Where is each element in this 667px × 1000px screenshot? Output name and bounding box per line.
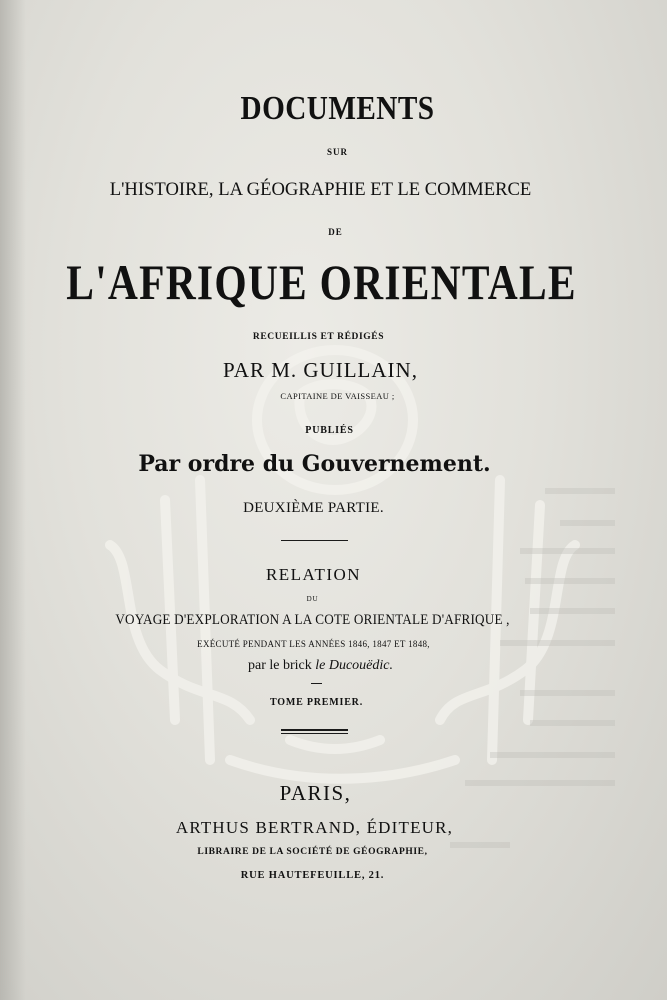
double-rule-bottom xyxy=(281,733,348,734)
government-order: Par ordre du Gouvernement. xyxy=(138,451,491,477)
publies-line: PUBLIÉS xyxy=(305,425,354,436)
heading-documents: DOCUMENTS xyxy=(240,90,435,127)
brick-prefix: par le brick xyxy=(248,658,316,673)
imprint-address: RUE HAUTEFEUILLE, 21. xyxy=(240,870,385,881)
author-line: PAR M. GUILLAIN, xyxy=(223,358,418,382)
relation-heading: RELATION xyxy=(265,565,362,584)
divider-rule xyxy=(281,540,348,541)
brick-name: le Ducouëdic. xyxy=(315,658,393,673)
voyage-line: VOYAGE D'EXPLORATION A LA COTE ORIENTALE D'AFRIQUE , xyxy=(115,612,510,628)
main-title: L'AFRIQUE ORIENTALE xyxy=(66,254,577,310)
double-rule-top xyxy=(281,729,348,731)
years-line: EXÉCUTÉ PENDANT LES ANNÉES 1846, 1847 ET 1848, xyxy=(197,639,430,649)
connector-de: DE xyxy=(328,227,343,237)
author-rank: CAPITAINE DE VAISSEAU ; xyxy=(280,391,395,401)
connector-sur: SUR xyxy=(326,147,348,157)
recueillis-line: RECUEILLIS ET RÉDIGÉS xyxy=(252,332,385,342)
subject-line: L'HISTOIRE, LA GÉOGRAPHIE ET LE COMMERCE xyxy=(109,179,532,200)
brick-line xyxy=(0,659,654,673)
volume-label: TOME PREMIER. xyxy=(270,697,363,708)
short-rule xyxy=(311,683,322,684)
imprint-publisher-note: LIBRAIRE DE LA SOCIÉTÉ DE GÉOGRAPHIE, xyxy=(197,847,428,857)
imprint-city: PARIS, xyxy=(279,781,352,805)
part-label: DEUXIÈME PARTIE. xyxy=(243,500,384,516)
imprint-publisher: ARTHUS BERTRAND, ÉDITEUR, xyxy=(175,818,454,837)
connector-du: DU xyxy=(306,595,319,603)
